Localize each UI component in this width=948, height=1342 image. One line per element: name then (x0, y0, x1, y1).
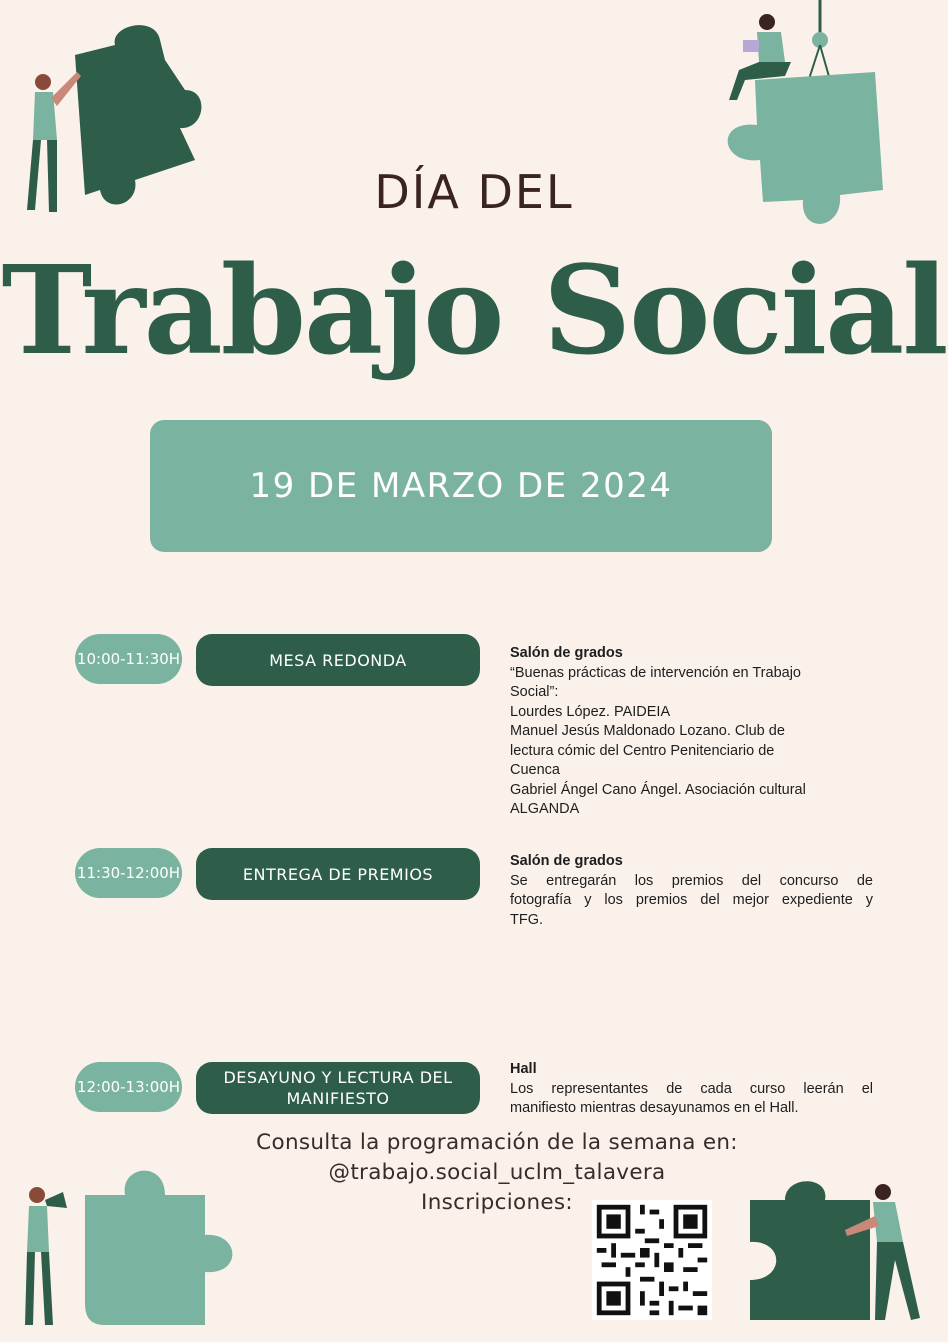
event-title: MESA REDONDA (196, 634, 480, 686)
bottom-left-puzzle-illustration (15, 1160, 245, 1335)
event-title: ENTREGA DE PREMIOS (196, 848, 480, 900)
time-badge: 11:30-12:00H (75, 848, 182, 898)
event-details (510, 644, 873, 820)
page-title: Trabajo Social (1, 238, 947, 382)
event-details (510, 852, 873, 930)
detail-line: Los representantes de cada curso leerán el (510, 1080, 873, 1097)
detail-line: “Buenas prácticas de intervención en Trabajo (510, 664, 801, 681)
event-details (510, 1060, 873, 1119)
date-banner (150, 420, 772, 552)
event-place: Salón de grados (510, 853, 623, 869)
detail-line: ALGANDA (510, 801, 580, 817)
qr-code-icon[interactable] (592, 1200, 712, 1320)
date-text: 19 DE MARZO DE 2024 (249, 466, 673, 506)
detail-line: Lourdes López. PAIDEIA (510, 703, 671, 720)
time-badge: 12:00-13:00H (75, 1062, 182, 1112)
event-title: DESAYUNO Y LECTURA DEL MANIFIESTO (196, 1062, 480, 1114)
detail-line: fotografía y los premios del mejor expediente y (510, 892, 873, 908)
event-place: Hall (510, 1061, 537, 1077)
laptop-icon (743, 40, 759, 52)
signup-label: Inscripciones: (421, 1190, 573, 1215)
subtitle: DÍA DEL (374, 165, 574, 219)
detail-line: lectura cómic del Centro Penitenciario de (510, 742, 775, 759)
consult-text: Consulta la programación de la semana en: (256, 1130, 738, 1155)
time-badge: 10:00-11:30H (75, 634, 182, 684)
detail-line: TFG. (510, 911, 544, 928)
detail-line: Se entregarán los premios del concurso de (510, 872, 873, 889)
detail-line: Gabriel Ángel Cano Ángel. Asociación cultural (510, 781, 806, 798)
instagram-handle[interactable]: @trabajo.social_uclm_talavera (328, 1160, 666, 1185)
detail-line: Social”: (510, 684, 559, 700)
detail-line: Cuenca (510, 762, 560, 778)
detail-line: Manuel Jesús Maldonado Lozano. Club de (510, 723, 785, 739)
detail-line: manifiesto mientras desayunamos en el Hall. (510, 1100, 799, 1116)
event-place: Salón de grados (510, 645, 623, 661)
